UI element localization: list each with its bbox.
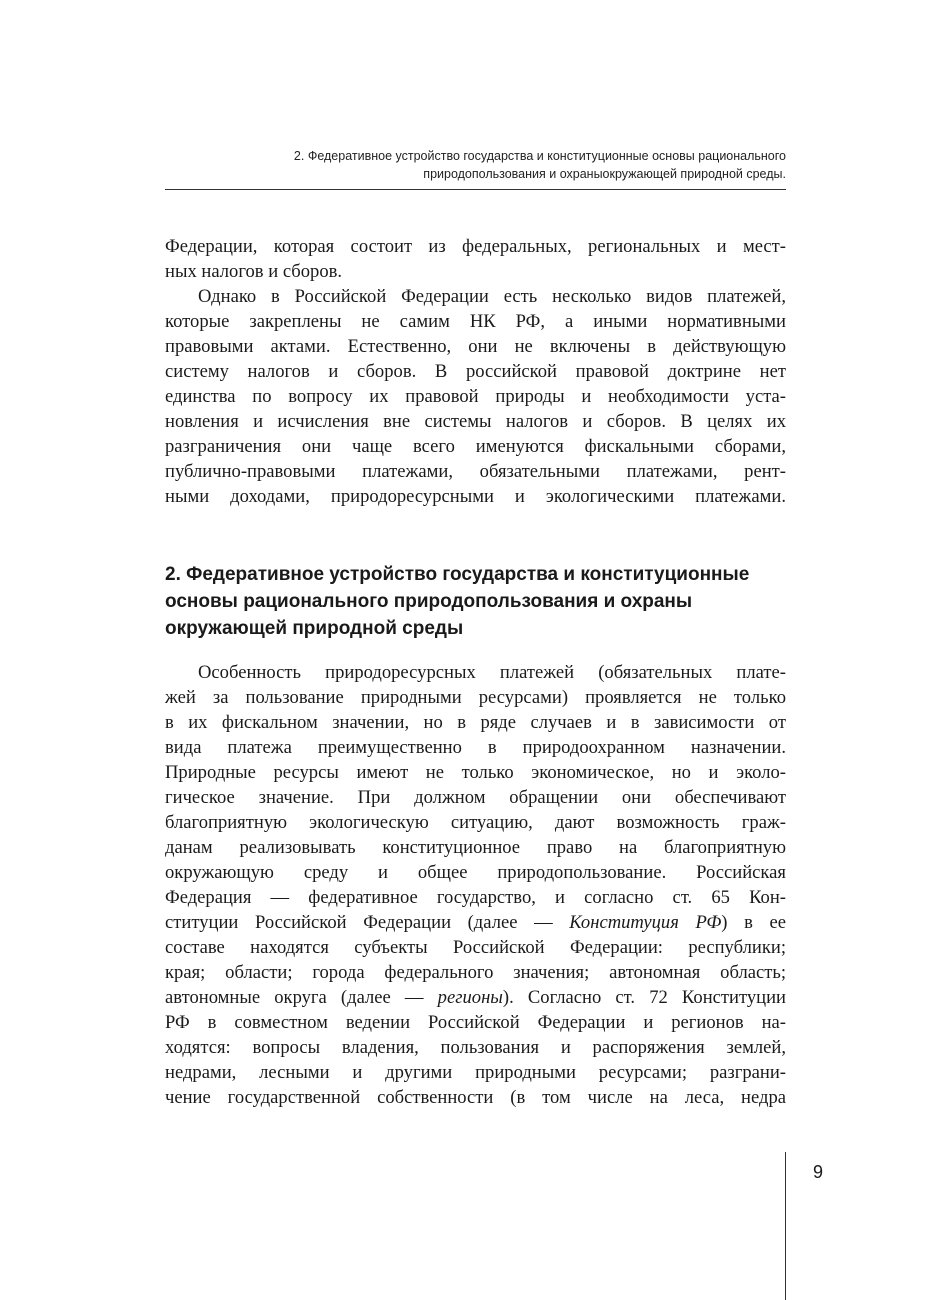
text-line: новления и исчисления вне системы налогов и сборов. В целях их xyxy=(165,411,786,432)
text-line: разграничения они чаще всего именуются фискальными сборами, xyxy=(165,436,786,457)
text-fragment: автономные округа (далее — xyxy=(165,987,438,1008)
running-head-line-2: природопользования и охраныокружающей природной среды. xyxy=(423,167,786,181)
text-line: края; области; города федерального значения; автономная область; xyxy=(165,962,786,983)
text-line: Однако в Российской Федерации есть несколько видов платежей, xyxy=(198,286,786,307)
text-line xyxy=(165,910,786,935)
text-line: Природные ресурсы имеют не только экономическое, но и эколо- xyxy=(165,762,786,783)
text-line: ходятся: вопросы владения, пользования и распоряжения землей, xyxy=(165,1037,786,1058)
text-line: единства по вопросу их правовой природы и необходимости уста- xyxy=(165,386,786,407)
text-line: чение государственной собственности (в том числе на леса, недра xyxy=(165,1087,786,1108)
text-line: Федерация — федеративное государство, и согласно ст. 65 Кон- xyxy=(165,887,786,908)
text-line: ных налогов и сборов. xyxy=(165,261,343,282)
paragraph-block-2 xyxy=(165,660,786,1110)
text-line: публично-правовыми платежами, обязательными платежами, рент- xyxy=(165,461,786,482)
page-number-divider xyxy=(785,1152,786,1300)
text-line: которые закреплены не самим НК РФ, а иными нормативными xyxy=(165,311,786,332)
section-heading-line-1: 2. Федеративное устройство государства и конституционные xyxy=(165,564,750,585)
emphasis-constitution: Конституция РФ xyxy=(569,912,722,933)
text-line: окружающую среду и общее природопользование. Российская xyxy=(165,862,786,883)
text-line: Особенность природоресурсных платежей (обязательных плате- xyxy=(198,662,786,683)
text-line: жей за пользование природными ресурсами) проявляется не только xyxy=(165,687,786,708)
text-line: данам реализовывать конституционное право на благоприятную xyxy=(165,837,786,858)
section-heading-line-3: окружающей природной среды xyxy=(165,618,464,639)
section-heading xyxy=(165,561,786,642)
text-line: правовыми актами. Естественно, они не включены в действующую xyxy=(165,336,786,357)
text-line: вида платежа преимущественно в природоохранном назначении. xyxy=(165,737,786,758)
text-line: составе находятся субъекты Российской Федерации: республики; xyxy=(165,937,786,958)
text-line: РФ в совместном ведении Российской Федерации и регионов на- xyxy=(165,1012,786,1033)
text-fragment: ). Согласно ст. 72 Конституции xyxy=(502,987,787,1008)
text-fragment: ституции Российской Федерации (далее — xyxy=(165,912,570,933)
section-heading-line-2: основы рационального природопользования и охраны xyxy=(165,591,693,612)
text-line: благоприятную экологическую ситуацию, дают возможность граж- xyxy=(165,812,786,833)
text-line xyxy=(165,985,786,1010)
text-fragment: ) в ее xyxy=(721,912,786,933)
paragraph-block-1 xyxy=(165,234,786,509)
page-number: 9 xyxy=(813,1162,824,1182)
text-line: систему налогов и сборов. В российской правовой доктрине нет xyxy=(165,361,786,382)
text-line: недрами, лесными и другими природными ресурсами; разграни- xyxy=(165,1062,786,1083)
text-line: гическое значение. При должном обращении они обеспечивают xyxy=(165,787,786,808)
header-divider xyxy=(165,189,786,190)
running-head-line-1: 2. Федеративное устройство государства и конституционные основы рационального xyxy=(293,149,786,163)
running-head xyxy=(165,147,786,183)
text-line: ными доходами, природоресурсными и экологическими платежами. xyxy=(165,486,786,507)
emphasis-regions: регионы xyxy=(437,987,503,1008)
text-line: в их фискальном значении, но в ряде случаев и в зависимости от xyxy=(165,712,786,733)
text-line: Федерации, которая состоит из федеральных, региональных и мест- xyxy=(165,236,786,257)
